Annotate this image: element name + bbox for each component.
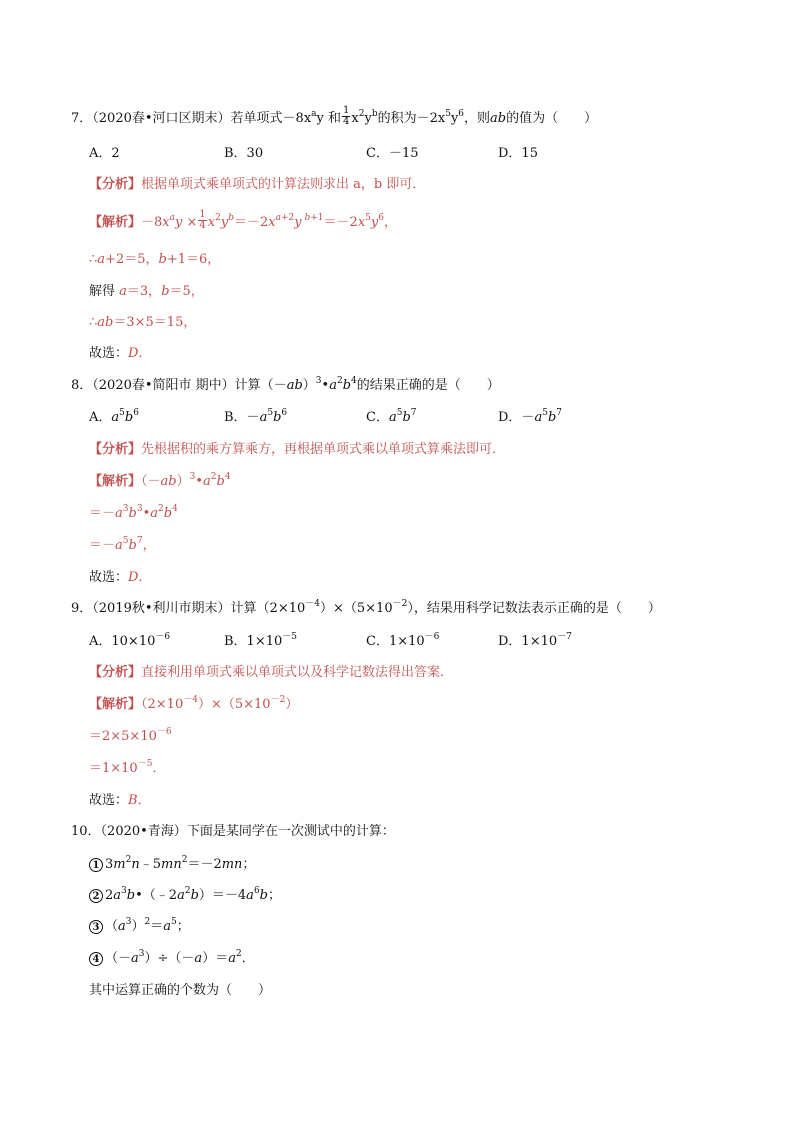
circled-number: 2 — [89, 889, 103, 903]
analysis-tag: 【分析】 — [89, 665, 142, 680]
analysis-text: 直接利用单项式乘以单项式以及科学记数法得出答案． — [141, 665, 454, 680]
q8-step-1: $=-a^3b^3•a^2b^4$ — [89, 504, 178, 521]
circled-number: 1 — [89, 858, 103, 872]
q7-analysis — [89, 177, 425, 193]
q9-option-b: B．$1\times 10^{-5}$ — [224, 632, 297, 649]
question-8-stem — [71, 378, 500, 394]
q10-item-1: 1 $3m^2n﹣5mn^2=-2mn$； — [89, 857, 255, 873]
stem-text: 下面是某同学在一次测试中的计算： — [186, 824, 395, 839]
circled-number: 4 — [89, 952, 103, 966]
q8-option-d: D．$-a^5b^7$ — [498, 408, 562, 425]
numerator: 1 — [343, 105, 350, 116]
stem-text: 计算$(2\times 10^{-4})\times(5\times 10^{-2})$，结果用科学记数法表示正确的是（ ） — [230, 599, 661, 616]
exp: a — [311, 109, 317, 119]
q7-option-a: A．2 — [89, 146, 120, 161]
question-7-stem — [71, 105, 598, 129]
q8-option-a: A．$a^5b^6$ — [89, 408, 139, 425]
circled-number: 3 — [89, 920, 103, 934]
q9-option-d: D．$1\times 10^{-7}$ — [498, 632, 572, 649]
stem-text: 计算$(-ab)^3•a^2b^4$的结果正确的是（ ） — [234, 376, 500, 393]
q7-answer: 故选：D． — [89, 346, 152, 361]
solution-tag: 【解析】 — [89, 474, 142, 489]
analysis-tag: 【分析】 — [89, 442, 142, 457]
q7-step-2: 解得 a＝3，b＝5， — [89, 284, 204, 299]
q8-step-2: $=-a^5b^7$， — [89, 536, 156, 553]
exp: 5 — [445, 109, 451, 119]
q9-step-1: $=2\times 5\times 10^{-6}$ — [89, 727, 172, 744]
exp: b — [371, 109, 378, 119]
q9-solution: 【解析】$(2\times 10^{-4})\times(5\times 10^{-2})$ — [89, 695, 299, 712]
analysis-text: 根据单项式乘单项式的计算法则求出 a，b 即可． — [141, 177, 426, 192]
q8-option-c: C．$a^5b^7$ — [366, 408, 417, 425]
question-number: 9． — [71, 601, 93, 616]
question-9-stem — [71, 601, 661, 617]
question-10-stem — [71, 824, 395, 840]
question-number: 7． — [71, 111, 93, 126]
q8-analysis — [89, 442, 505, 458]
question-source: （2020春•河口区期末） — [92, 111, 231, 126]
q10-item-4: 4 $(-a^3)\div(-a)=a^2$． — [89, 951, 255, 967]
stem-text: x — [351, 111, 359, 126]
q7-option-b: B．30 — [224, 146, 264, 161]
q10-question: 其中运算正确的个数为（ ） — [89, 983, 272, 998]
analysis-tag: 【分析】 — [89, 177, 142, 192]
q9-option-a: A．$10\times 10^{-6}$ — [89, 632, 171, 649]
stem-text: 的值为（ ） — [506, 111, 598, 126]
exp: 2 — [358, 109, 365, 119]
solution-tag: 【解析】 — [89, 697, 142, 712]
q7-option-c: C．－15 — [366, 146, 419, 161]
q7-step-1: ∴a+2＝5，b+1＝6， — [89, 252, 221, 267]
q9-answer: 故选：B． — [89, 793, 151, 808]
question-source: （2019秋•利川市期末） — [92, 601, 231, 616]
stem-text: y — [450, 111, 459, 126]
q7-solution — [89, 209, 398, 233]
stem-text: ab — [490, 111, 507, 126]
question-number: 8． — [71, 378, 93, 393]
stem-text: ，则 — [464, 111, 491, 126]
q9-analysis — [89, 665, 453, 681]
stem-text: 的积为－2x — [377, 111, 446, 126]
q8-option-b: B．$-a^5b^6$ — [224, 408, 288, 425]
q10-item-2: 2 $2a^3b•(﹣2a^2b)=-4a^6b$； — [89, 888, 281, 904]
question-number: 10． — [71, 824, 101, 839]
stem-text: 若单项式－8x — [230, 111, 312, 126]
q7-step-3: ∴ab＝3×5＝15， — [89, 315, 197, 330]
question-source: （2020•青海） — [100, 824, 187, 839]
exp: 6 — [458, 109, 465, 119]
q7-option-d: D．15 — [498, 146, 538, 161]
q9-option-c: C．$1\times 10^{-6}$ — [366, 632, 440, 649]
q9-step-2: $=1\times 10^{-5}$． — [89, 759, 166, 776]
denominator: 4 — [343, 116, 350, 127]
q10-item-3: 3 $(a^3)^2=a^5$； — [89, 919, 190, 935]
stem-text: y 和 — [316, 111, 342, 126]
stem-text: y — [364, 111, 372, 126]
question-source: （2020春•简阳市 期中） — [92, 378, 235, 393]
q8-solution: 【解析】$(-ab)^3•a^2b^4$ — [89, 472, 231, 489]
q8-answer: 故选：D． — [89, 570, 152, 585]
analysis-text: 先根据积的乘方算乘方，再根据单项式乘以单项式算乘法即可． — [141, 442, 506, 457]
solution-expression: $-8x^ay$ × $\frac{1}{4}$ $x^2y^b=-2x^{a+2}y$ $^{b+1}=-2x^5y^6$， — [141, 209, 398, 231]
fraction — [342, 106, 350, 127]
solution-tag: 【解析】 — [89, 215, 142, 230]
